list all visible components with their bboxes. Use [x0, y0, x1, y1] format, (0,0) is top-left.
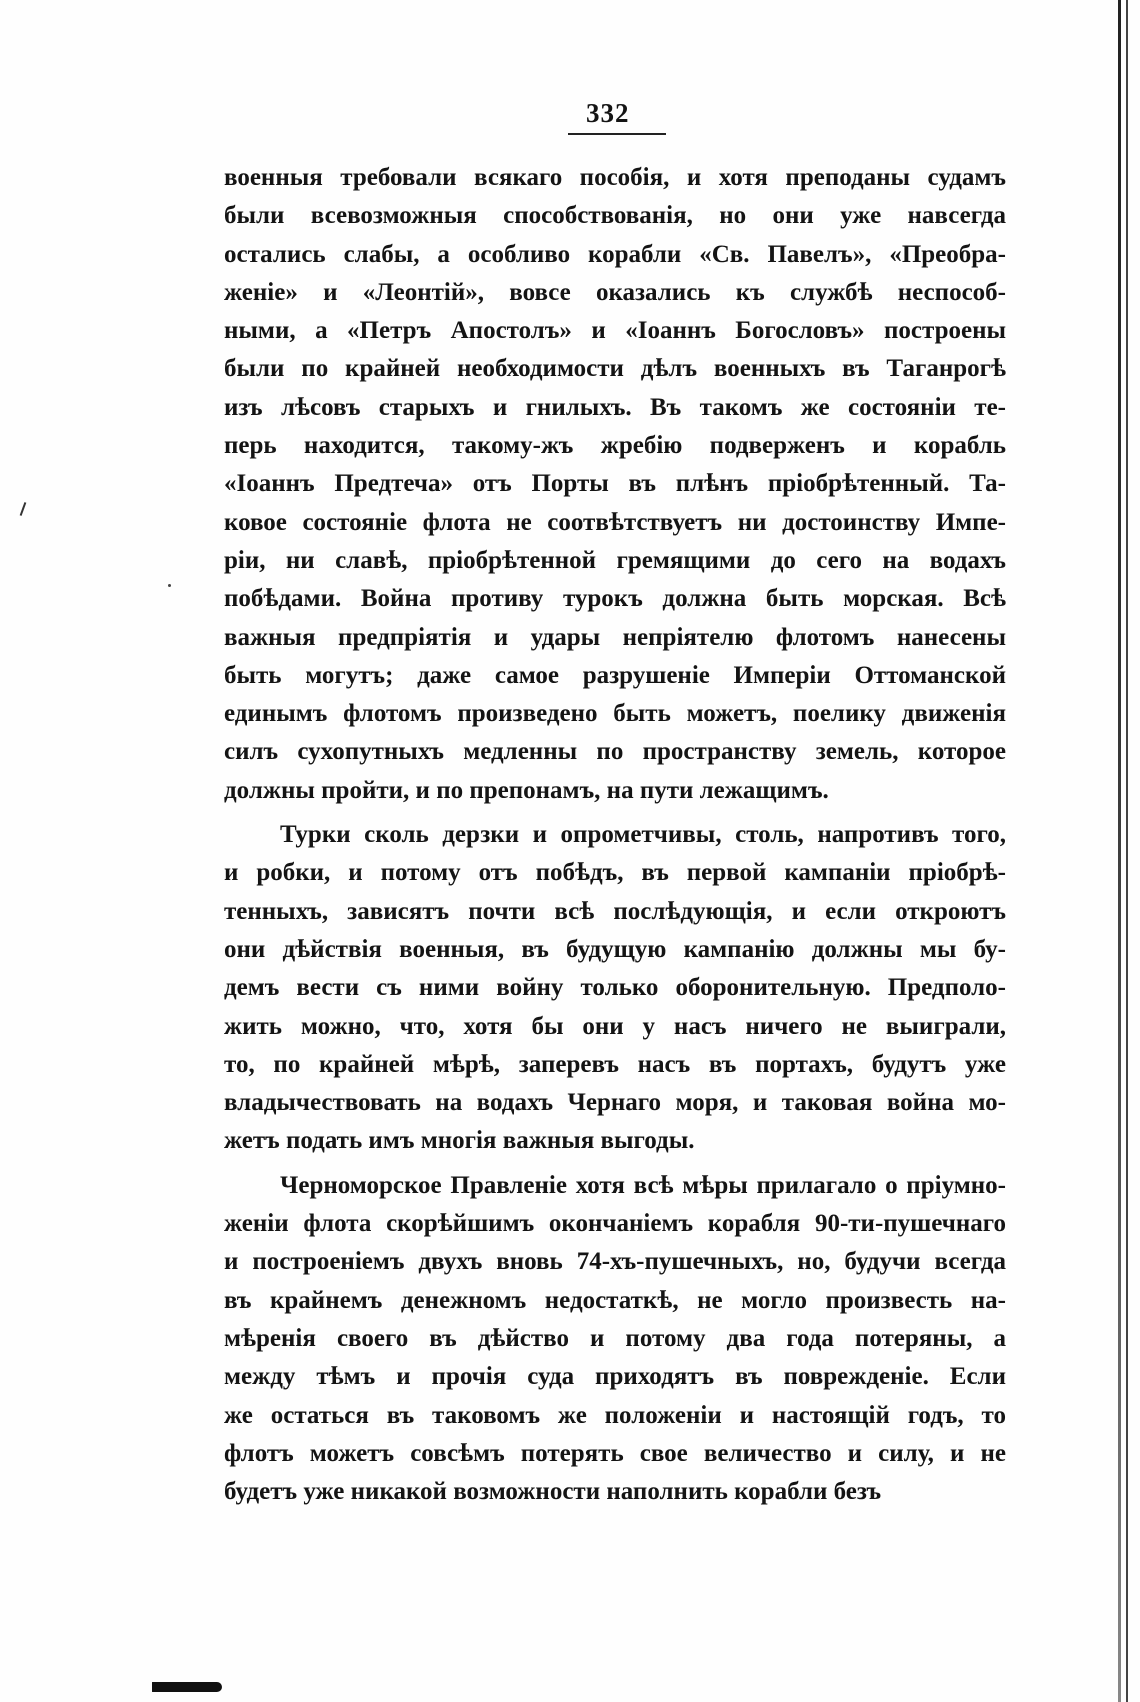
- text-line: побѣдами. Война противу турокъ должна быть морская. Всѣ: [224, 585, 1006, 613]
- text-line: же остаться въ таковомъ же положеніи и настоящій годъ, то: [224, 1401, 1006, 1429]
- text-line: военныя требовали всякаго пособія, и хотя преподаны судамъ: [224, 164, 1006, 191]
- text-line: между тѣмъ и прочія суда приходятъ въ поврежденіе. Если: [224, 1363, 1006, 1391]
- paragraph: [224, 816, 1006, 1161]
- text-line: остались слабы, а особливо корабли «Св. Павелъ», «Преобра-: [224, 240, 1006, 268]
- text-line: ными, а «Петръ Апостолъ» и «Іоаннъ Богословъ» построены: [224, 317, 1006, 345]
- page-spine-edge: [1118, 0, 1121, 1702]
- text-line: въ крайнемъ денежномъ недостаткѣ, не могло произвесть на-: [224, 1286, 1006, 1314]
- text-line: демъ вести съ ними войну только оборонительную. Предполо-: [224, 974, 1006, 1002]
- text-line: единымъ флотомъ произведено быть можетъ, поелику движенія: [224, 700, 1006, 728]
- stray-ink-dot: [168, 584, 171, 587]
- paragraph: [224, 159, 1006, 810]
- text-line: и построеніемъ двухъ вновь 74-хъ-пушечныхъ, но, будучи всегда: [224, 1248, 1006, 1276]
- stray-ink-mark: [20, 502, 27, 516]
- text-line: были по крайней необходимости дѣлъ военныхъ въ Таганрогѣ: [224, 355, 1006, 383]
- text-line: быть могутъ; даже самое разрушеніе Имперіи Оттоманской: [224, 661, 1006, 689]
- text-line: тенныхъ, зависятъ почти всѣ послѣдующія, и если откроютъ: [224, 897, 1006, 925]
- text-line: флотъ можетъ совсѣмъ потерять свое величество и силу, и не: [224, 1439, 1006, 1467]
- text-line: они дѣйствія военныя, въ будущую кампанію должны мы бу-: [224, 935, 1006, 963]
- text-line: ріи, ни славѣ, пріобрѣтенной гремящими до сего на водахъ: [224, 546, 1006, 574]
- text-line: женіи флота скорѣйшимъ окончаніемъ корабля 90-ти-пушечнаго: [224, 1210, 1006, 1238]
- text-line: изъ лѣсовъ старыхъ и гнилыхъ. Въ такомъ же состояніи те-: [224, 393, 1006, 421]
- text-line: жетъ подать имъ многія важныя выгоды.: [224, 1127, 695, 1155]
- text-line: мѣренія своего въ дѣйство и потому два года потеряны, а: [224, 1324, 1006, 1352]
- text-line: должны пройти, и по препонамъ, на пути лежащимъ.: [224, 776, 829, 804]
- page-spine-edge-inner: [1126, 0, 1128, 1702]
- paragraph: [224, 1167, 1006, 1512]
- text-line: владычествовать на водахъ Чернаго моря, и таковая война мо-: [224, 1089, 1006, 1117]
- text-line: женіе» и «Леонтій», вовсе оказались къ службѣ неспособ-: [224, 278, 1006, 306]
- page-text-body: [224, 159, 1006, 1511]
- text-line: будетъ уже никакой возможности наполнить корабли безъ: [224, 1478, 882, 1506]
- page-number-rule: [568, 133, 666, 135]
- text-line: «Іоаннъ Предтеча» отъ Порты въ плѣнъ пріобрѣтенный. Та-: [224, 470, 1006, 498]
- text-line: перь находится, такому-жъ жребію подверженъ и корабль: [224, 432, 1006, 460]
- text-line: Турки сколь дерзки и опрометчивы, столь, напротивъ того,: [280, 821, 1006, 849]
- text-line: Черноморское Правленіе хотя всѣ мѣры прилагало о пріумно-: [280, 1171, 1006, 1199]
- text-line: и робки, и потому отъ побѣдъ, въ первой кампаніи пріобрѣ-: [224, 859, 1006, 887]
- text-line: важныя предпріятія и удары непріятелю флотомъ нанесены: [224, 623, 1006, 651]
- text-line: силъ сухопутныхъ медленны по пространству земель, которое: [224, 738, 1006, 766]
- text-line: жить можно, что, хотя бы они у насъ ничего не выиграли,: [224, 1012, 1006, 1040]
- page-number: 332: [586, 98, 630, 128]
- text-line: были всевозможныя способствованія, но они уже навсегда: [224, 202, 1006, 230]
- text-line: то, по крайней мѣрѣ, заперевъ насъ въ портахъ, будутъ уже: [224, 1050, 1006, 1078]
- ink-blot: [152, 1682, 222, 1692]
- text-line: ковое состояніе флота не соотвѣтствуетъ ни достоинству Импе-: [224, 508, 1006, 536]
